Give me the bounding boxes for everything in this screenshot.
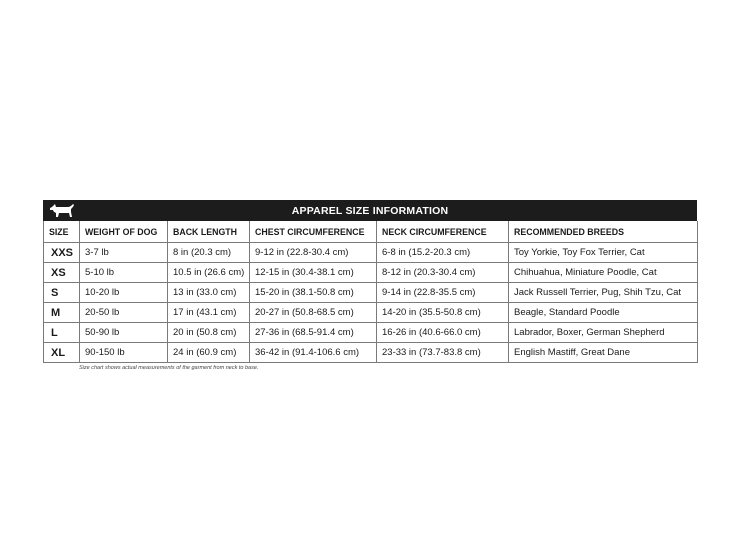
neck-cell: 23-33 in (73.7-83.8 cm) — [377, 343, 509, 363]
weight-cell: 10-20 lb — [80, 283, 168, 303]
weight-cell: 20-50 lb — [80, 303, 168, 323]
col-header-chest: CHEST CIRCUMFERENCE — [250, 221, 377, 243]
weight-cell: 3-7 lb — [80, 243, 168, 263]
back-length-cell: 13 in (33.0 cm) — [168, 283, 250, 303]
col-header-weight: WEIGHT OF DOG — [80, 221, 168, 243]
size-cell: S — [44, 283, 80, 303]
neck-cell: 9-14 in (22.8-35.5 cm) — [377, 283, 509, 303]
breeds-cell: Jack Russell Terrier, Pug, Shih Tzu, Cat — [509, 283, 698, 303]
chest-cell: 15-20 in (38.1-50.8 cm) — [250, 283, 377, 303]
apparel-size-chart — [43, 200, 697, 371]
col-header-breeds: RECOMMENDED BREEDS — [509, 221, 698, 243]
neck-cell: 8-12 in (20.3-30.4 cm) — [377, 263, 509, 283]
back-length-cell: 10.5 in (26.6 cm) — [168, 263, 250, 283]
table-row — [44, 343, 698, 363]
chest-cell: 20-27 in (50.8-68.5 cm) — [250, 303, 377, 323]
table-row — [44, 283, 698, 303]
weight-cell: 50-90 lb — [80, 323, 168, 343]
weight-cell: 90-150 lb — [80, 343, 168, 363]
neck-cell: 6-8 in (15.2-20.3 cm) — [377, 243, 509, 263]
back-length-cell: 17 in (43.1 cm) — [168, 303, 250, 323]
neck-cell: 16-26 in (40.6-66.0 cm) — [377, 323, 509, 343]
size-cell: XS — [44, 263, 80, 283]
neck-cell: 14-20 in (35.5-50.8 cm) — [377, 303, 509, 323]
size-cell: L — [44, 323, 80, 343]
breeds-cell: Labrador, Boxer, German Shepherd — [509, 323, 698, 343]
back-length-cell: 8 in (20.3 cm) — [168, 243, 250, 263]
breeds-cell: Beagle, Standard Poodle — [509, 303, 698, 323]
chest-cell: 9-12 in (22.8-30.4 cm) — [250, 243, 377, 263]
chest-cell: 12-15 in (30.4-38.1 cm) — [250, 263, 377, 283]
dog-icon — [49, 203, 75, 218]
table-row — [44, 323, 698, 343]
table-row — [44, 263, 698, 283]
chart-title-bar — [43, 200, 697, 221]
breeds-cell: Chihuahua, Miniature Poodle, Cat — [509, 263, 698, 283]
size-cell: XXS — [44, 243, 80, 263]
breeds-cell: English Mastiff, Great Dane — [509, 343, 698, 363]
weight-cell: 5-10 lb — [80, 263, 168, 283]
size-table — [43, 221, 698, 363]
size-cell: XL — [44, 343, 80, 363]
header-row — [44, 221, 698, 243]
table-row — [44, 303, 698, 323]
size-cell: M — [44, 303, 80, 323]
footnote: Size chart shows actual measurements of the garment from neck to base. — [79, 365, 259, 371]
col-header-neck: NECK CIRCUMFERENCE — [377, 221, 509, 243]
col-header-size: SIZE — [44, 221, 80, 243]
chest-cell: 27-36 in (68.5-91.4 cm) — [250, 323, 377, 343]
back-length-cell: 20 in (50.8 cm) — [168, 323, 250, 343]
col-header-back-length: BACK LENGTH — [168, 221, 250, 243]
chart-title: APPAREL SIZE INFORMATION — [291, 204, 449, 217]
breeds-cell: Toy Yorkie, Toy Fox Terrier, Cat — [509, 243, 698, 263]
chest-cell: 36-42 in (91.4-106.6 cm) — [250, 343, 377, 363]
table-row — [44, 243, 698, 263]
back-length-cell: 24 in (60.9 cm) — [168, 343, 250, 363]
